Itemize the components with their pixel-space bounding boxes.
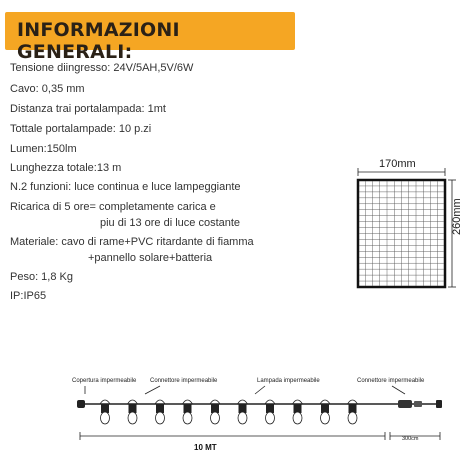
- spec-charge-cont: piu di 13 ore di luce costante: [100, 217, 241, 229]
- spec-material-cont: +pannello solare+batteria: [88, 252, 213, 264]
- spec-charge: Ricarica di 5 ore= completamente carica e: [10, 201, 216, 213]
- string-light-diagram: [0, 370, 470, 470]
- header-banner: [5, 12, 295, 63]
- label-lampada: Lampada impermeabile: [257, 378, 320, 384]
- page-title: INFORMAZIONI GENERALI:: [17, 19, 180, 63]
- panel-height-label: 260mm: [451, 198, 463, 235]
- panel-width-label: 170mm: [379, 158, 416, 170]
- connector-icon: [398, 400, 412, 408]
- spec-ip: IP:IP65: [10, 290, 47, 302]
- spec-voltage: Tensione diingresso: 24V/5AH,5V/6W: [10, 62, 194, 74]
- label-connettore-1: Connettore impermeabile: [150, 378, 218, 384]
- spec-weight: Peso: 1,8 Kg: [10, 271, 73, 283]
- end-plug-icon: [436, 400, 442, 408]
- length-main-label: 10 MT: [194, 443, 217, 452]
- spec-length: Lunghezza totale:13 m: [10, 162, 122, 174]
- spec-lumen: Lumen:150lm: [10, 143, 77, 155]
- spec-functions: N.2 funzioni: luce continua e luce lampeggiante: [10, 181, 241, 193]
- spec-holders: Tottale portalampade: 10 p.zi: [10, 123, 152, 135]
- spec-cable: Cavo: 0,35 mm: [10, 83, 85, 95]
- spec-material: Materiale: cavo di rame+PVC ritardante di fiamma: [10, 236, 254, 248]
- solar-panel-figure: [355, 155, 465, 295]
- spec-spacing: Distanza trai portalampada: 1mt: [10, 103, 166, 115]
- label-connettore-2: Connettore impermeabile: [357, 378, 425, 384]
- solar-panel-drawing: [355, 155, 465, 295]
- start-cap-icon: [77, 400, 85, 408]
- length-end-label: 300cm: [402, 436, 419, 442]
- chain-drawing: [0, 370, 470, 470]
- label-copertura: Copertura impermeabile: [72, 378, 137, 384]
